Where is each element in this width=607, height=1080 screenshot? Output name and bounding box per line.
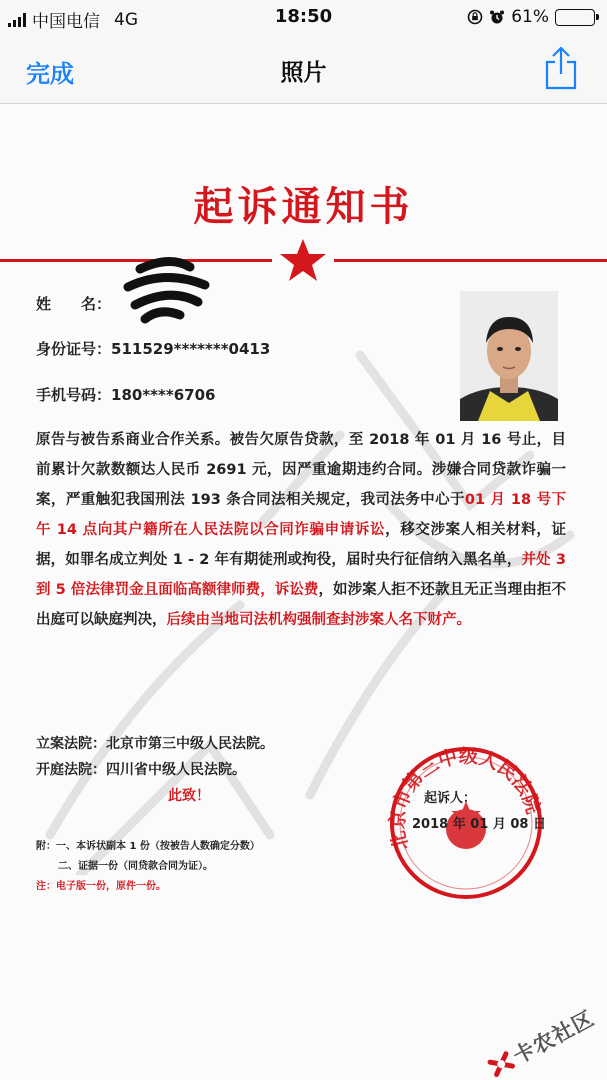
notice-body <box>36 425 566 635</box>
seal-text: 北京市第三中级人民法院 <box>386 745 545 853</box>
id-number-label: 身份证号： <box>36 340 112 358</box>
done-button[interactable]: 完成 <box>26 60 74 88</box>
status-right <box>467 7 595 27</box>
copy-note: 注：电子版一份，原件一份。 <box>36 881 166 892</box>
document-title: 起诉通知书 <box>193 183 414 230</box>
body-text-1: 原告与被告系商业合作关系。被告欠原告贷款，至 2018 年 01 月 16 号止，目前累计欠款数额达人民币 2691 元，因严重逾期违约合同。涉嫌合同贷款诈骗一案，严重触犯我国刑法 193 条合同法相关规定，我司法务中心于 <box>36 432 566 508</box>
redaction-scribble <box>120 247 210 327</box>
attachment-line-2: 二、证据一份（同贷款合同为证）。 <box>58 861 213 872</box>
id-number-row <box>36 338 270 359</box>
body-highlight-3: 后续由当地司法机构强制查封涉案人名下财产。 <box>166 612 471 628</box>
phone-row <box>36 384 215 405</box>
filing-court: 立案法院：北京市第三中级人民法院。 <box>36 736 274 752</box>
body-highlight-1: 01 月 18 号下午 14 点向其户籍所在人民法院以合同诈骗申请诉讼 <box>36 492 566 538</box>
signer-label: 起诉人： <box>424 791 477 806</box>
phone-label: 手机号码： <box>36 386 112 404</box>
rotation-lock-icon <box>467 9 483 25</box>
status-time: 18:50 <box>274 6 333 27</box>
nav-title: 照片 <box>280 60 327 86</box>
carrier-name: 中国电信 <box>32 12 100 32</box>
forum-watermark-text: 卡农社区 <box>509 1006 599 1069</box>
closing-text: 此致！ <box>168 788 210 804</box>
portrait-photo <box>460 291 558 421</box>
header-rule-right <box>334 259 607 262</box>
id-number-value: 511529*******0413 <box>111 340 271 358</box>
alarm-icon <box>489 9 505 25</box>
trial-court: 开庭法院：四川省中级人民法院。 <box>36 762 246 778</box>
name-label: 姓 名： <box>36 295 112 313</box>
battery-percent: 61% <box>511 7 549 27</box>
document-photo[interactable] <box>0 105 607 1080</box>
sign-date: 2018 年 01 月 08 日 <box>412 817 546 832</box>
attachment-line-1: 附：一、本诉状副本 1 份（按被告人数确定分数） <box>36 841 260 852</box>
network-type: 4G <box>114 9 138 30</box>
phone-value: 180****6706 <box>111 386 216 404</box>
nav-bar <box>0 34 607 104</box>
battery-icon <box>555 9 595 26</box>
status-bar <box>0 0 607 34</box>
forum-watermark <box>483 1003 600 1080</box>
body-text-2: ，移交涉案人相关材料，证据，如罪名成立判处 1 - 2 年有期徒刑或拘役，届时央行征信纳入黑名单， <box>36 522 567 568</box>
share-icon[interactable] <box>543 46 579 90</box>
red-star-icon <box>278 237 328 283</box>
body-text-3: ，如涉案人拒不还款且无正当理由拒不出庭可以缺庭判决， <box>36 582 566 628</box>
body-highlight-2: 并处 3 到 5 倍法律罚金且面临高额律师费，诉讼费 <box>36 552 566 598</box>
